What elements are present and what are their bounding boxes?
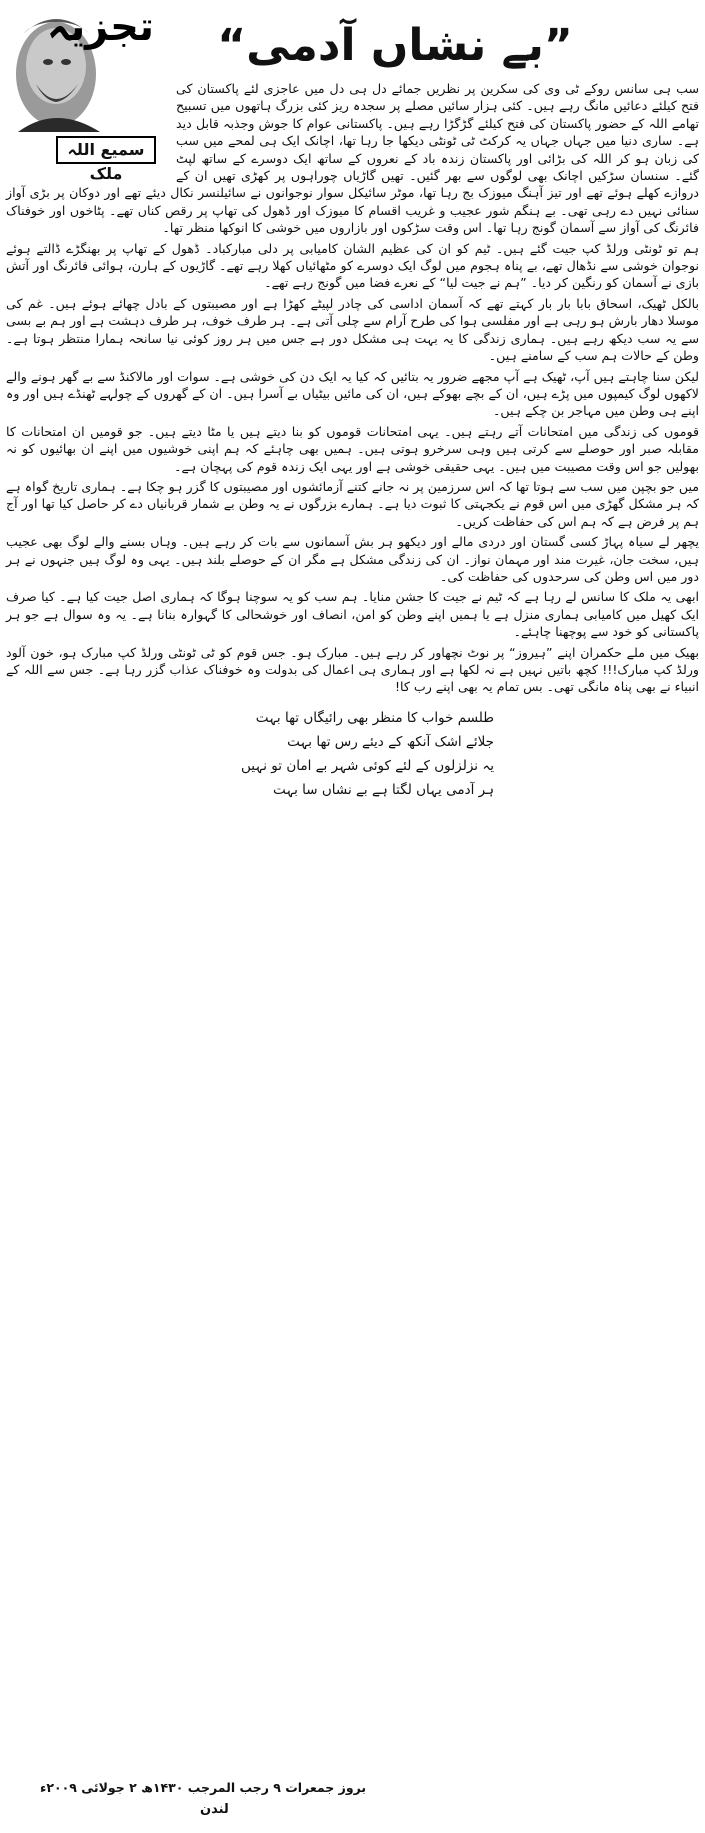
- paragraph: ابھی یہ ملک کا سانس لے رہا ہے کہ ٹیم نے جیت کا جشن منایا۔ ہم سب کو یہ سوچنا ہوگا کہ ہماری اصل جیت کیا ہے۔ کیا صرف ایک کھیل میں کامیابی ہماری منزل ہے یا ہمیں اپنے وطن کو امن، انصاف اور خوشحالی کا گہوارہ بنانا ہے۔ یہ وہ سوال ہے جو ہر پاکستانی کو خود سے پوچھنا چاہئے۔: [6, 589, 699, 640]
- city-name: لندن: [200, 1802, 229, 1817]
- poem-line: جلائے اشک آنکھ کے دیئے رس تھا بہت: [287, 733, 494, 750]
- paragraph: یچھر لے سیاہ پہاڑ کسی گستان اور دردی مالے اور دیکھو ہر بش آسمانوں سے بات کر رہے ہیں۔ وہاں بسنے والے لوگ بھی عجیب ہیں، سخت جان، غیرت مند اور مہمان نواز۔ ان کی زندگی مشکل ہے مگر ان کے حوصلے بلند ہیں۔ یہی وہ لوگ ہیں جنہوں نے ہر دور میں اس وطن کی سرحدوں کی حفاظت کی۔: [6, 534, 699, 584]
- article-body: [6, 80, 699, 1763]
- closing-poem: [194, 706, 494, 802]
- dateline: بروز جمعرات ۹ رجب المرجب ۱۴۳۰ھ ۲ جولائی ۲۰۰۹ء: [40, 1780, 367, 1795]
- poem-line: یہ نزلزلوں کے لئے کوئی شہر بے امان تو نہیں: [241, 757, 494, 774]
- poem-line: طلسم خواب کا منظر بھی رائیگاں تھا بہت: [255, 709, 494, 726]
- paragraph: قوموں کی زندگی میں امتحانات آتے رہتے ہیں۔ یہی امتحانات قوموں کو بنا دیتے ہیں یا مٹا دیتے ہیں۔ جو قومیں ان امتحانات کا مقابلہ صبر اور حوصلے سے کرتی ہیں وہی سرخرو ہوتی ہیں۔ ہمیں بھی چاہئے کہ ہم اپنی خوشیوں میں اپنے ان بھائیوں کو نہ بھولیں جو اس وقت مصیبت میں ہیں۔ یہی حقیقی خوشی ہے اور یہی ایک زندہ قوم کی پہچان ہے۔: [6, 423, 699, 474]
- header-spacer: [6, 80, 176, 180]
- paragraph: لیکن سنا چاہتے ہیں آپ، ٹھیک ہے آپ مجھے ضرور یہ بتائیں کہ کیا یہ ایک دن کی خوشی ہے۔ سوات اور مالاکنڈ سے بے گھر ہونے والے لاکھوں لوگ کیمپوں میں پڑے ہیں، ان کے بچے بھوکے ہیں، ان کی مائیں بیٹیاں بے آسرا ہیں۔ ان کے گھروں کے چولہے ٹھنڈے ہیں اور وہ اپنے ہی وطن میں مہاجر بن چکے ہیں۔: [6, 368, 699, 419]
- paragraph: بالکل ٹھیک، اسحاق بابا بار بار کہتے تھے کہ آسمان اداسی کی چادر لپیٹے کھڑا ہے اور مصیبتوں کے بادل چھائے ہوئے ہیں۔ غم کی موسلا دھار بارش ہو رہی ہے اور مفلسی ہوا کی طرح آرام سے چلی آتی ہے۔ ہر طرف خوف، ہر طرف دہشت ہے اور ہم بے بسی سے یہ سب دیکھ رہے ہیں۔ ہماری زندگی کا یہ بہت ہی مشکل دور ہے جس میں ہر روز کوئی نیا سانحہ ہمارا منتظر ہوتا ہے۔ وطن کے حالات ہم سب کے سامنے ہیں۔: [6, 295, 699, 364]
- paragraph: میں جو بچپن میں سب سے ہوتا تھا کہ اس سرزمین پر نہ جانے کتنے آزمائشوں اور مصیبتوں کا گزر ہو چکا ہے۔ ہماری تاریخ گواہ ہے کہ ہر مشکل گھڑی میں اس قوم نے یکجہتی کا ثبوت دیا ہے۔ ہمارے بزرگوں نے یہ وطن بے شمار قربانیاں دے کر حاصل کیا تھا اور آج ہم پر فرض ہے کہ ہم اس کی حفاظت کریں۔: [6, 478, 699, 529]
- author-name: سمیع اللہ ملک: [56, 136, 156, 164]
- headline: ”بے نشاں آدمی“: [217, 20, 573, 71]
- paragraph: بھیک میں ملے حکمران اپنے ”ہیروز“ پر نوٹ نچھاور کر رہے ہیں۔ مبارک ہو۔ جس قوم کو ٹی ٹونٹی ورلڈ کپ مبارک ہو، خون آلود ورلڈ کپ مبارک!!! کچھ باتیں نہیں ہے نہ لکھا ہے اور ہماری ہی اعمال کی بدولت وہ خوفناک عذاب گزر رہا ہے۔ جس سے اللہ کے انبیاء نے بھی پناہ مانگی تھی۔ بس تمام یہ بھی اپنے رب کا!: [6, 644, 699, 695]
- column-name: تجزیہ: [46, 4, 154, 50]
- paragraph: ہم تو ٹونٹی ورلڈ کپ جیت گئے ہیں۔ ٹیم کو ان کی عظیم الشان کامیابی پر دلی مبارکباد۔ ڈھول کے تھاپ پر بھنگڑے ڈالتے ہوئے نوجوان خوشی سے نڈھال تھے، بے پناہ ہجوم میں لوگ ایک دوسرے کو مٹھائیاں کھلا رہے تھے۔ گاڑیوں کے ہارن، ہوائی فائرنگ اور آتش بازی نے آسمان کو رنگین کر دیا۔ ”ہم نے جیت لیا“ کے نعرے فضا میں گونج رہے تھے۔: [6, 240, 699, 291]
- paragraph: سب ہی سانس روکے ٹی وی کی سکرین پر نظریں جمائے دل ہی دل میں عاجزی لئے پاکستان کی فتح کیلئے دعائیں مانگ رہے ہیں۔ کئی ہزار سائیں مصلے پر سجدہ ریز کئی بزرگ ہاتھوں میں تسبیح تھامے اللہ کے حضور پاکستان کی فتح کیلئے گڑگڑا رہے ہیں۔ پاکستانی عوام کا جوش وجذبہ قابل دید ہے۔ ساری دنیا میں جہاں جہاں یہ کرکٹ ٹی ٹونٹی دیکھا جا رہا تھا، اچانک ایک ہی لمحے میں سب کی زبان ہو کر اللہ کی بڑائی اور پاکستان زندہ باد کے نعروں کے ساتھ ایک دوسرے کے ساتھ لپٹ گئے۔ سنسان سڑکیں اچانک بھی لوگوں سے بھر گئیں۔ تھیں گاڑیاں چوراہوں پر کھڑی تھیں ان کے دروازے کھلے ہوئے تھے اور تیز آہنگ میوزک بج رہا تھا، موٹر سائیکل سوار نوجوانوں نے سائیلنسر نکال دیئے تھے اور دوکان پر بڑی آواز سنائی نہیں دے رہی تھی۔ بے ہنگم شور عجیب و غریب اقسام کا میوزک اور ڈھول کی تھاپ پر رقص کناں تھے۔ پٹاخوں اور خوفناک فائرنگ کی آواز سے آسمان گونج رہا تھا۔ اس وقت سڑکوں اور بازاروں میں خوشی کا انوکھا منظر تھا۔: [6, 81, 699, 236]
- poem-line: ہر آدمی یہاں لگتا ہے بے نشاں سا بہت: [272, 781, 494, 798]
